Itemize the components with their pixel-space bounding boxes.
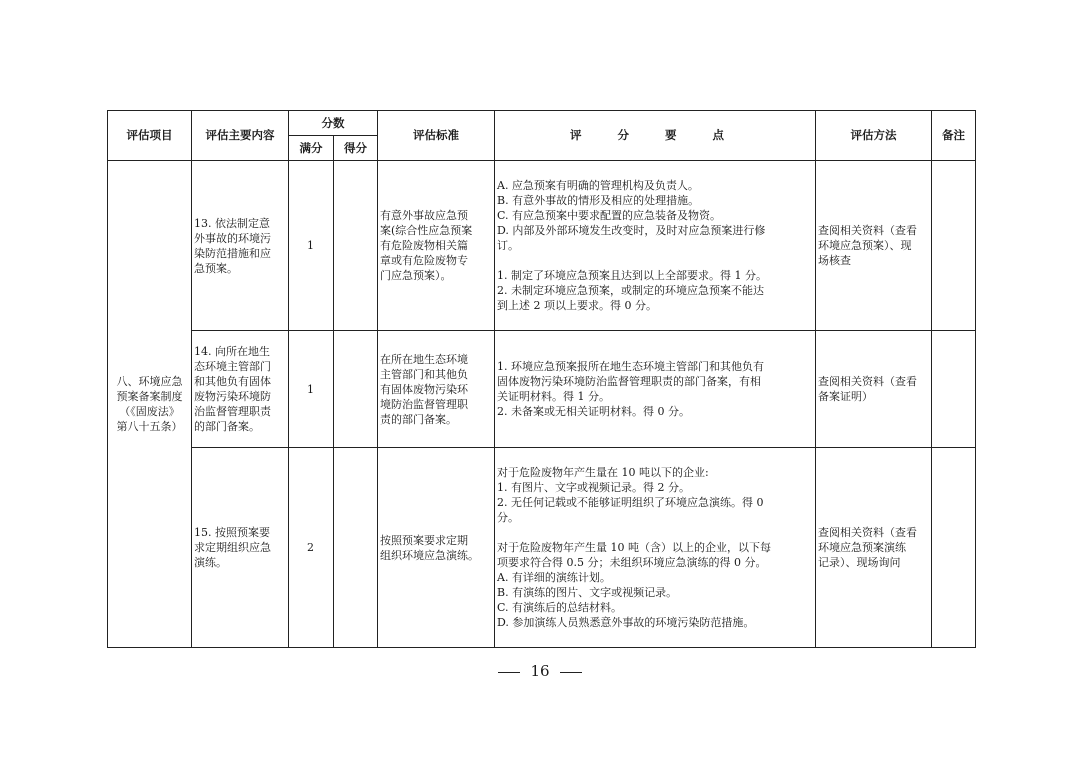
points-cell — [495, 161, 816, 331]
project-line: 预案备案制度 — [116, 390, 183, 403]
content-line: 13. 依法制定意 — [194, 216, 270, 230]
points-line: 2. 未备案或无相关证明材料。得 0 分。 — [497, 405, 690, 418]
content-line: 和其他负有固体 — [194, 375, 271, 388]
method-cell — [816, 161, 932, 331]
standard-line: 在所在地生态环境 — [380, 352, 468, 366]
points-line: D. 参加演练人员熟悉意外事故的环境污染防范措施。 — [497, 616, 755, 629]
points-line: B. 有演练的图片、文字或视频记录。 — [497, 586, 678, 599]
content-line: 14. 向所在地生 — [194, 345, 270, 358]
points-line: D. 内部及外部环境发生改变时，及时对应急预案进行修 — [497, 224, 766, 237]
project-cell — [108, 161, 192, 648]
method-line: 环境应急预案）、现 — [818, 239, 912, 252]
content-line: 15. 按照预案要 — [194, 526, 270, 539]
content-line: 废物污染环境防 — [194, 390, 271, 403]
method-line: 查阅相关资料（查看 — [818, 375, 917, 388]
spacer — [497, 253, 813, 268]
points-line: 分。 — [497, 511, 519, 524]
points-line: 2. 未制定环境应急预案，或制定的环境应急预案不能达 — [497, 284, 764, 297]
standard-line: 组织环境应急演练。 — [380, 548, 479, 562]
standard-line: 门应急预案）。 — [380, 269, 452, 282]
header-item: 评估项目 — [108, 111, 192, 161]
content-line: 求定期组织应急 — [194, 541, 271, 554]
points-line: 1. 环境应急预案报所在地生态环境主管部门和其他负有 — [497, 360, 764, 373]
standard-line: 境防治监督管理职 — [380, 397, 468, 411]
content-cell — [192, 448, 289, 648]
content-line: 态环境主管部门 — [194, 360, 271, 373]
header-full-score: 满分 — [289, 136, 334, 161]
points-cell — [495, 331, 816, 448]
header-points: 评 分 要 点 — [495, 111, 816, 161]
table-row — [108, 448, 976, 648]
points-line: 对于危险废物年产生量在 10 吨以下的企业: — [497, 466, 709, 479]
table-row — [108, 331, 976, 448]
standard-line: 主管部门和其他负 — [380, 367, 468, 381]
standard-line: 章或有危险废物专 — [380, 254, 468, 267]
evaluation-table — [107, 110, 976, 648]
points-line: C. 有应急预案中要求配置的应急装备及物资。 — [497, 209, 722, 222]
standard-line: 有意外事故应急预 — [380, 209, 468, 222]
points-line: 项要求符合得 0.5 分；未组织环境应急演练的得 0 分。 — [497, 556, 767, 569]
remark-cell — [932, 331, 976, 448]
content-line: 急预案。 — [194, 261, 238, 275]
page-number — [0, 662, 1080, 680]
method-line: 备案证明） — [818, 390, 873, 403]
header-score: 分数 — [289, 111, 378, 136]
content-cell — [192, 331, 289, 448]
page-number-text: 16 — [530, 662, 550, 680]
method-cell — [816, 448, 932, 648]
points-line: B. 有意外事故的情形及相应的处理措施。 — [497, 194, 700, 207]
points-cell — [495, 448, 816, 648]
method-line: 记录）、现场询问 — [818, 556, 901, 569]
points-line: 2. 无任何记载或不能够证明组织了环境应急演练。得 0 — [497, 496, 764, 509]
points-line: 1. 制定了环境应急预案且达到以上全部要求。得 1 分。 — [497, 269, 767, 282]
remark-cell — [932, 448, 976, 648]
points-line: 订。 — [497, 239, 519, 252]
content-line: 染防范措施和应 — [194, 246, 271, 260]
content-line: 的部门备案。 — [194, 420, 260, 433]
points-line: C. 有演练后的总结材料。 — [497, 601, 623, 614]
standard-cell — [378, 331, 495, 448]
standard-cell — [378, 161, 495, 331]
dash-right — [560, 672, 582, 673]
content-line: 治监督管理职责 — [194, 405, 271, 418]
points-line: A. 有详细的演练计划。 — [497, 571, 611, 584]
header-content: 评估主要内容 — [192, 111, 289, 161]
project-line: 第八十五条） — [116, 420, 183, 433]
standard-line: 有固体废物污染环 — [380, 382, 468, 396]
got-score-cell — [334, 331, 378, 448]
method-line: 环境应急预案演练 — [818, 541, 906, 554]
points-line: 对于危险废物年产生量 10 吨（含）以上的企业，以下每 — [497, 541, 771, 554]
standard-line: 按照预案要求定期 — [380, 533, 468, 547]
table-row — [108, 161, 976, 331]
spacer — [497, 525, 813, 540]
method-line: 查阅相关资料（查看 — [818, 224, 917, 237]
points-line: A. 应急预案有明确的管理机构及负责人。 — [497, 179, 699, 192]
method-cell — [816, 331, 932, 448]
header-remark: 备注 — [932, 111, 976, 161]
standard-cell — [378, 448, 495, 648]
full-score-cell: 2 — [289, 448, 334, 648]
header-standard: 评估标准 — [378, 111, 495, 161]
method-line: 查阅相关资料（查看 — [818, 526, 917, 539]
project-line: 八、环境应急 — [116, 375, 183, 388]
header-method: 评估方法 — [816, 111, 932, 161]
standard-line: 责的部门备案。 — [380, 412, 457, 426]
got-score-cell — [334, 448, 378, 648]
header-got-score: 得分 — [334, 136, 378, 161]
full-score-cell: 1 — [289, 161, 334, 331]
table-header-row — [108, 111, 976, 136]
remark-cell — [932, 161, 976, 331]
project-line: （《固废法》 — [119, 405, 180, 418]
content-cell — [192, 161, 289, 331]
method-line: 场核查 — [818, 254, 851, 267]
got-score-cell — [334, 161, 378, 331]
points-line: 到上述 2 项以上要求。得 0 分。 — [497, 299, 657, 312]
standard-line: 有危险废物相关篇 — [380, 239, 468, 252]
full-score-cell: 1 — [289, 331, 334, 448]
standard-line: 案(综合性应急预案 — [380, 224, 473, 237]
content-line: 外事故的环境污 — [194, 231, 271, 245]
dash-left — [498, 672, 520, 673]
points-line: 1. 有图片、文字或视频记录。得 2 分。 — [497, 481, 690, 494]
points-line: 关证明材料。得 1 分。 — [497, 390, 610, 403]
content-line: 演练。 — [194, 556, 227, 569]
points-line: 固体废物污染环境防治监督管理职责的部门备案，有相 — [497, 375, 761, 388]
